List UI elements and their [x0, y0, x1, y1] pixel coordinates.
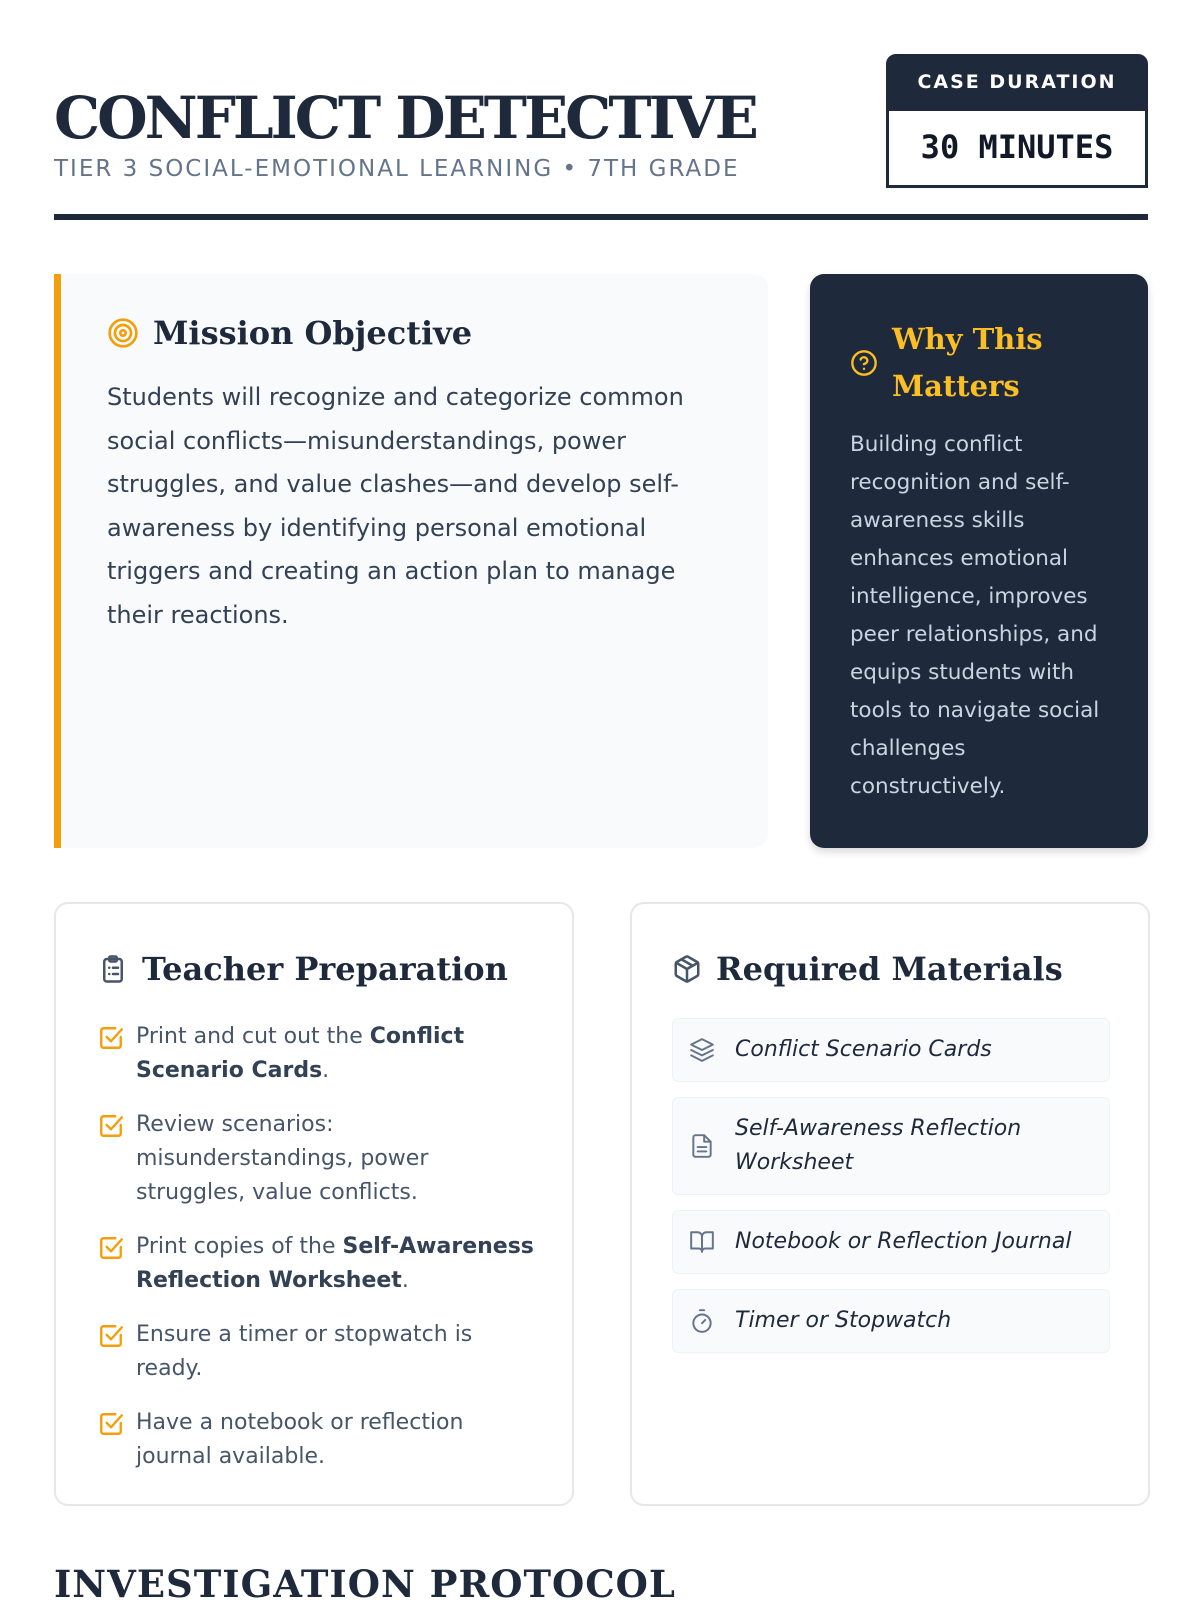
mission-objective-title: Mission Objective	[153, 314, 473, 352]
checkbox-checked-icon	[98, 1323, 124, 1349]
material-label: Timer or Stopwatch	[735, 1308, 952, 1333]
checklist-item	[98, 1318, 538, 1386]
page-header	[54, 54, 1148, 220]
page-title: CONFLICT DETECTIVE	[54, 84, 756, 152]
required-materials-title: Required Materials	[716, 950, 1063, 988]
material-item	[672, 1097, 1110, 1195]
investigation-protocol-heading: INVESTIGATION PROTOCOL	[54, 1562, 676, 1600]
checkbox-checked-icon	[98, 1235, 124, 1261]
layers-icon	[689, 1037, 715, 1063]
material-label: Self-Awareness Reflection Worksheet	[735, 1116, 1022, 1175]
material-item	[672, 1210, 1110, 1274]
checklist-item-text: Have a notebook or reflection journal available.	[136, 1410, 464, 1469]
why-this-matters-card	[810, 274, 1148, 848]
checklist-item-text: Print copies of the Self-Awareness Reflection Worksheet.	[136, 1234, 534, 1293]
checklist-item	[98, 1230, 538, 1298]
case-duration-value: 30 MINUTES	[920, 128, 1114, 166]
checklist-item	[98, 1108, 538, 1210]
file-text-icon	[689, 1133, 715, 1159]
checklist-item	[98, 1020, 538, 1088]
material-item	[672, 1018, 1110, 1082]
case-duration-box	[886, 54, 1148, 188]
why-this-matters-text: Building conflict recognition and self-awareness skills enhances emotional intelligence, improves peer relationships, and equips students with tools to navigate social challenges constructively.	[850, 432, 1100, 799]
material-label: Conflict Scenario Cards	[735, 1037, 992, 1062]
checklist-item-text: Ensure a timer or stopwatch is ready.	[136, 1322, 473, 1381]
materials-list	[672, 1018, 1110, 1368]
package-icon	[672, 954, 702, 984]
teacher-preparation-card	[54, 902, 574, 1506]
preparation-checklist	[98, 1020, 538, 1494]
checklist-item-text: Review scenarios: misunderstandings, power struggles, value conflicts.	[136, 1112, 429, 1205]
required-materials-card	[630, 902, 1150, 1506]
teacher-preparation-title: Teacher Preparation	[142, 950, 508, 988]
checkbox-checked-icon	[98, 1411, 124, 1437]
target-icon	[107, 317, 139, 349]
timer-icon	[689, 1308, 715, 1334]
checkbox-checked-icon	[98, 1025, 124, 1051]
mission-objective-card	[54, 274, 768, 848]
material-label: Notebook or Reflection Journal	[735, 1229, 1072, 1254]
clipboard-icon	[98, 954, 128, 984]
material-item	[672, 1289, 1110, 1353]
checkbox-checked-icon	[98, 1113, 124, 1139]
why-this-matters-title: Why This Matters	[892, 322, 1043, 403]
page-subtitle: TIER 3 SOCIAL-EMOTIONAL LEARNING • 7TH GRADE	[54, 156, 740, 182]
checklist-item-text: Print and cut out the Conflict Scenario Cards.	[136, 1024, 465, 1083]
mission-objective-text: Students will recognize and categorize common social conflicts—misunderstandings, power struggles, and value clashes—and develop self-awareness by identifying personal emotional triggers and creating an action plan to manage their reactions.	[107, 383, 684, 629]
checklist-item	[98, 1406, 538, 1474]
book-open-icon	[689, 1229, 715, 1255]
question-circle-icon	[850, 349, 878, 377]
case-duration-label: CASE DURATION	[889, 57, 1145, 111]
